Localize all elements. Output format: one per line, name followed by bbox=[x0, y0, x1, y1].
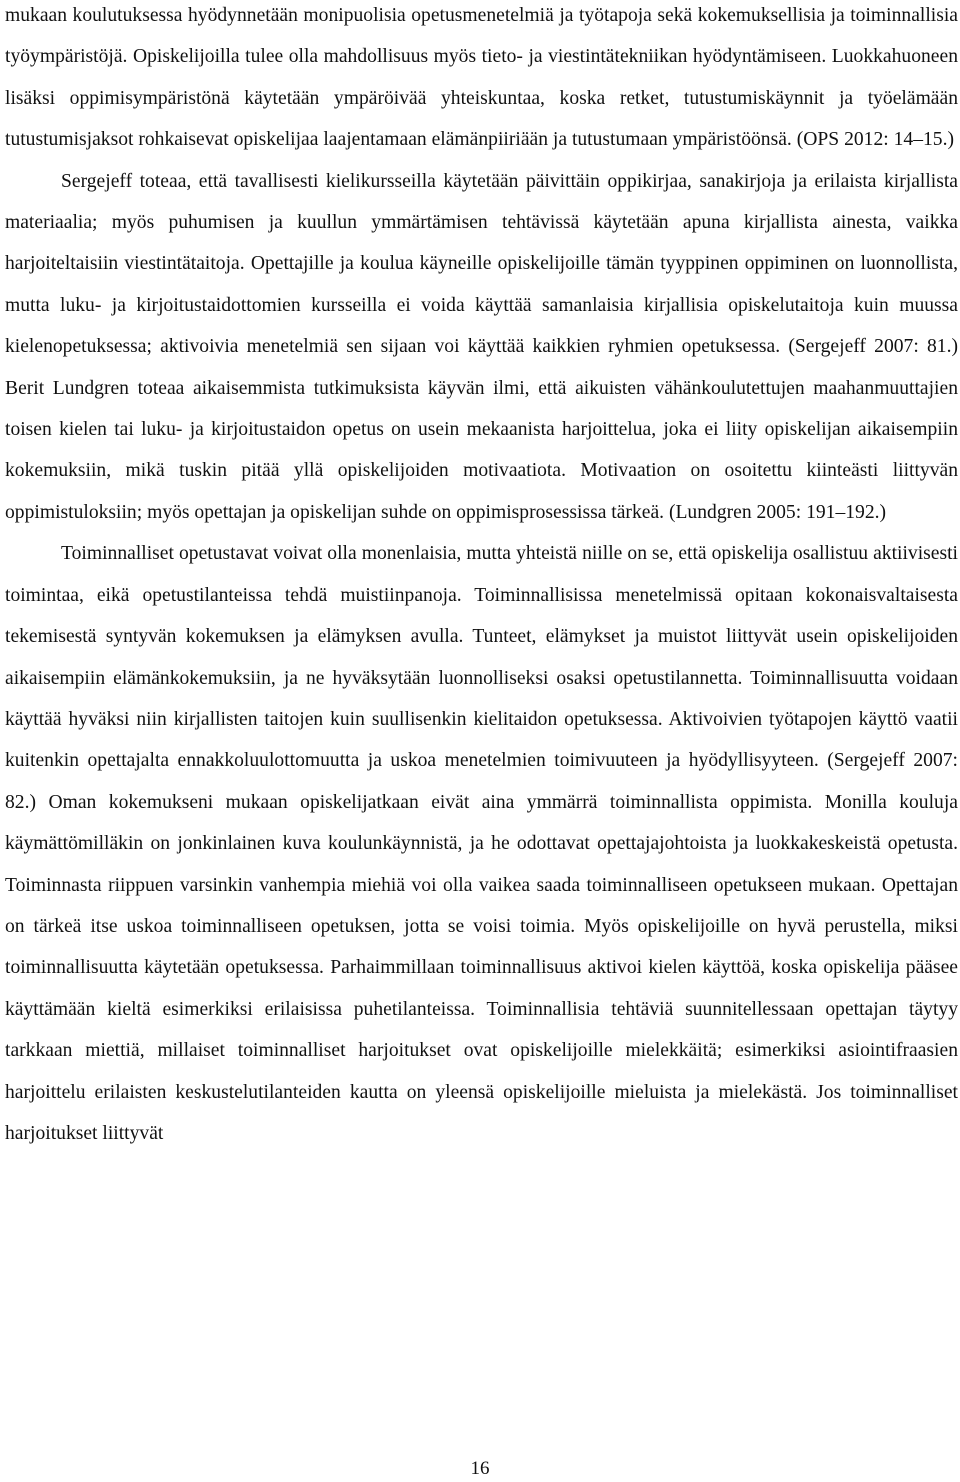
body-text bbox=[5, 0, 958, 1154]
paragraph: Sergejeff toteaa, että tavallisesti kielikursseilla käytetään päivittäin oppikirjaa, sanakirjoja ja erilaista kirjallista materiaalia; myös puhumisen ja kuullun ymmärtämisen tehtävissä käytetään apuna kirjallista ainesta, vaikka harjoiteltaisiin viestintätaitoja. Opettajille ja koulua käyneille opiskelijoille tämän tyyppinen oppiminen on luonnollista, mutta luku- ja kirjoitustaidottomien kursseilla ei voida käyttää samanlaisia kirjallisia opiskelutaitoja kuin muussa kielenopetuksessa; aktivoivia menetelmiä sen sijaan voi käyttää kaikkien ryhmien opetuksessa. (Sergejeff 2007: 81.) Berit Lundgren toteaa aikaisemmista tutkimuksista käyvän ilmi, että aikuisten vähänkoulutettujen maahanmuuttajien toisen kielen tai luku- ja kirjoitustaidon opetus on usein mekaanista harjoittelua, joka ei liity opiskelijan aikaisempiin kokemuksiin, mikä tuskin pitää yllä opiskelijoiden motivaatiota. Motivaation on osoitettu kiinteästi liittyvän oppimistuloksiin; myös opettajan ja opiskelijan suhde on oppimisprosessissa tärkeä. (Lundgren 2005: 191–192.) bbox=[5, 170, 958, 523]
paragraph: mukaan koulutuksessa hyödynnetään monipuolisia opetusmenetelmiä ja työtapoja sekä kokemuksellisia ja toiminnallisia työympäristöjä. Opiskelijoilla tulee olla mahdollisuus myös tieto- ja viestintätekniikan hyödyntämiseen. Luokkahuoneen lisäksi oppimisympäristönä käytetään ympäröivää yhteiskuntaa, koska retket, tutustumiskäynnit ja työelämään tutustumisjaksot rohkaisevat opiskelijaa laajentamaan elämänpiiriään ja tutustumaan ympäristöönsä. (OPS 2012: 14–15.) bbox=[5, 5, 958, 151]
paragraph: Toiminnalliset opetustavat voivat olla monenlaisia, mutta yhteistä niille on se, että opiskelija osallistuu aktiivisesti toimintaa, eikä opetustilanteissa tehdä muistiinpanoja. Toiminnallisissa menetelmissä opitaan kokonaisvaltaisesta tekemisestä syntyvän kokemuksen ja elämyksen avulla. Tunteet, elämykset ja muistot liittyvät usein opiskelijoiden aikaisempiin elämänkokemuksiin, ja ne hyväksytään luonnolliseksi osaksi opetustilannetta. Toiminnallisuutta voidaan käyttää hyväksi niin kirjallisten taitojen kuin suullisenkin kielitaidon opetuksessa. Aktivoivien työtapojen käyttö vaatii kuitenkin opettajalta ennakkoluulottomuutta ja uskoa menetelmien toimivuuteen ja hyödyllisyyteen. (Sergejeff 2007: 82.) Oman kokemukseni mukaan opiskelijatkaan eivät aina ymmärrä toiminnallista oppimista. Monilla kouluja käymättömilläkin on jonkinlainen kuva koulunkäynnistä, ja he odottavat opettajajohtoista ja luokkakeskeistä opetusta. Toiminnasta riippuen varsinkin vanhempia miehiä voi olla vaikea saada toiminnalliseen opetukseen mukaan. Opettajan on tärkeä itse uskoa toiminnalliseen opetuksen, jotta se voisi toimia. Myös opiskelijoille on hyvä perustella, miksi toiminnallisuutta käytetään opetuksessa. Parhaimmillaan toiminnallisuus aktivoi kielen käyttöä, koska opiskelija pääsee käyttämään kieltä esimerkiksi erilaisissa puhetilanteissa. Toiminnallisia tehtäviä suunnitellessaan opettajan täytyy tarkkaan miettiä, millaiset toiminnalliset harjoitukset ovat opiskelijoille mielekkäitä; esimerkiksi asiointifraasien harjoittelu erilaisten keskustelutilanteiden kautta on yleensä opiskelijoille mieluista ja mielekästä. Jos toiminnalliset harjoitukset liittyvät bbox=[5, 543, 958, 1144]
page-number: 16 bbox=[470, 1458, 490, 1479]
